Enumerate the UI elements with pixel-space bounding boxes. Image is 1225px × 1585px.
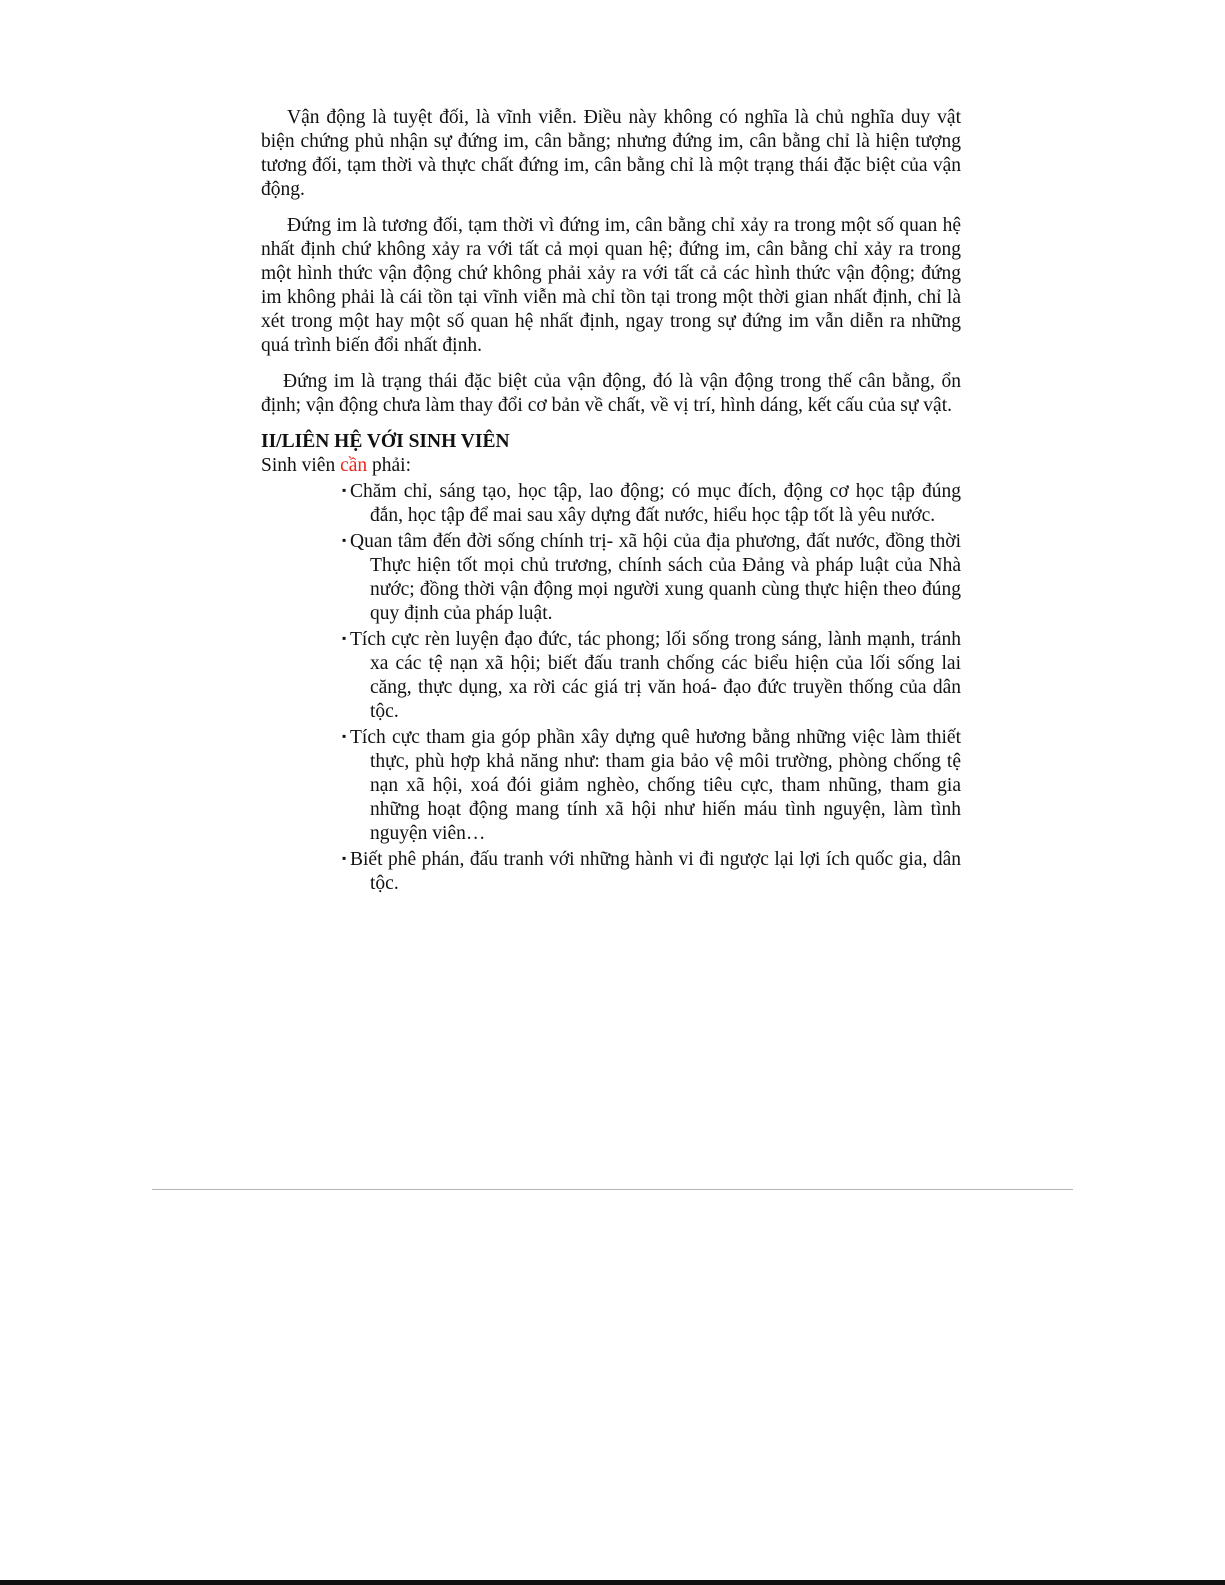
list-item-text: Quan tâm đến đời sống chính trị- xã hội của địa phương, đất nước, đồng thời Thực hiện tốt mọi chủ trương, chính sách của Đảng và pháp luật của Nhà nước; đồng thời vận động mọi người xung quanh cùng thực hiện theo đúng quy định của pháp luật. <box>350 531 961 624</box>
page-divider <box>152 1189 1073 1190</box>
list-item-text: Tích cực tham gia góp phần xây dựng quê hương bằng những việc làm thiết thực, phù hợp khả năng như: tham gia bảo vệ môi trường, phòng chống tệ nạn xã hội, xoá đói giảm nghèo, chống tiêu cực, tham nhũng, tham gia những hoạt động mang tính xã hội như hiến máu tình nguyện, làm tình nguyện viên… <box>350 727 961 844</box>
list-item <box>342 846 961 896</box>
section-heading: II/LIÊN HỆ VỚI SINH VIÊN <box>261 431 510 452</box>
list-item-text: Chăm chỉ, sáng tạo, học tập, lao động; có mục đích, động cơ học tập đúng đắn, học tập để mai sau xây dựng đất nước, hiểu học tập tốt là yêu nước. <box>350 481 961 526</box>
page-bottom-edge <box>0 1580 1225 1585</box>
bullet-square-icon: ▪ <box>342 851 347 865</box>
document-body <box>261 106 961 896</box>
paragraph-1: Vận động là tuyệt đối, là vĩnh viễn. Điều này không có nghĩa là chủ nghĩa duy vật biện chứng phủ nhận sự đứng im, cân bằng; nhưng đứng im, cân bằng chỉ là hiện tượng tương đối, tạm thời và thực chất đứng im, cân bằng chỉ là một trạng thái đặc biệt của vận động. <box>261 107 961 200</box>
lead-text-after: phải: <box>367 455 412 476</box>
bullet-square-icon: ▪ <box>342 483 347 497</box>
lead-highlight-word: cần <box>340 455 368 476</box>
bullet-square-icon: ▪ <box>342 729 347 743</box>
bullet-square-icon: ▪ <box>342 533 347 547</box>
bullet-list <box>261 478 961 896</box>
list-item <box>342 724 961 846</box>
lead-line <box>261 454 961 478</box>
list-item-text: Biết phê phán, đấu tranh với những hành vi đi ngược lại lợi ích quốc gia, dân tộc. <box>350 849 961 894</box>
list-item <box>342 626 961 724</box>
list-item-text: Tích cực rèn luyện đạo đức, tác phong; lối sống trong sáng, lành mạnh, tránh xa các tệ nạn xã hội; biết đấu tranh chống các biểu hiện của lối sống lai căng, thực dụng, xa rời các giá trị văn hoá- đạo đức truyền thống của dân tộc. <box>350 629 961 722</box>
list-item <box>342 528 961 626</box>
paragraph-3: Đứng im là trạng thái đặc biệt của vận động, đó là vận động trong thế cân bằng, ổn định; vận động chưa làm thay đổi cơ bản về chất, về vị trí, hình dáng, kết cấu của sự vật. <box>261 371 961 416</box>
bullet-square-icon: ▪ <box>342 631 347 645</box>
lead-text-before: Sinh viên <box>261 455 341 476</box>
list-item <box>342 478 961 528</box>
paragraph-2: Đứng im là tương đối, tạm thời vì đứng im, cân bằng chỉ xảy ra trong một số quan hệ nhất định chứ không xảy ra với tất cả mọi quan hệ; đứng im, cân bằng chỉ xảy ra trong một hình thức vận động chứ không phải xảy ra với tất cả các hình thức vận động; đứng im không phải là cái tồn tại vĩnh viễn mà chỉ tồn tại trong một thời gian nhất định, chỉ là xét trong một hay một số quan hệ nhất định, ngay trong sự đứng im vẫn diễn ra những quá trình biến đổi nhất định. <box>261 215 961 356</box>
